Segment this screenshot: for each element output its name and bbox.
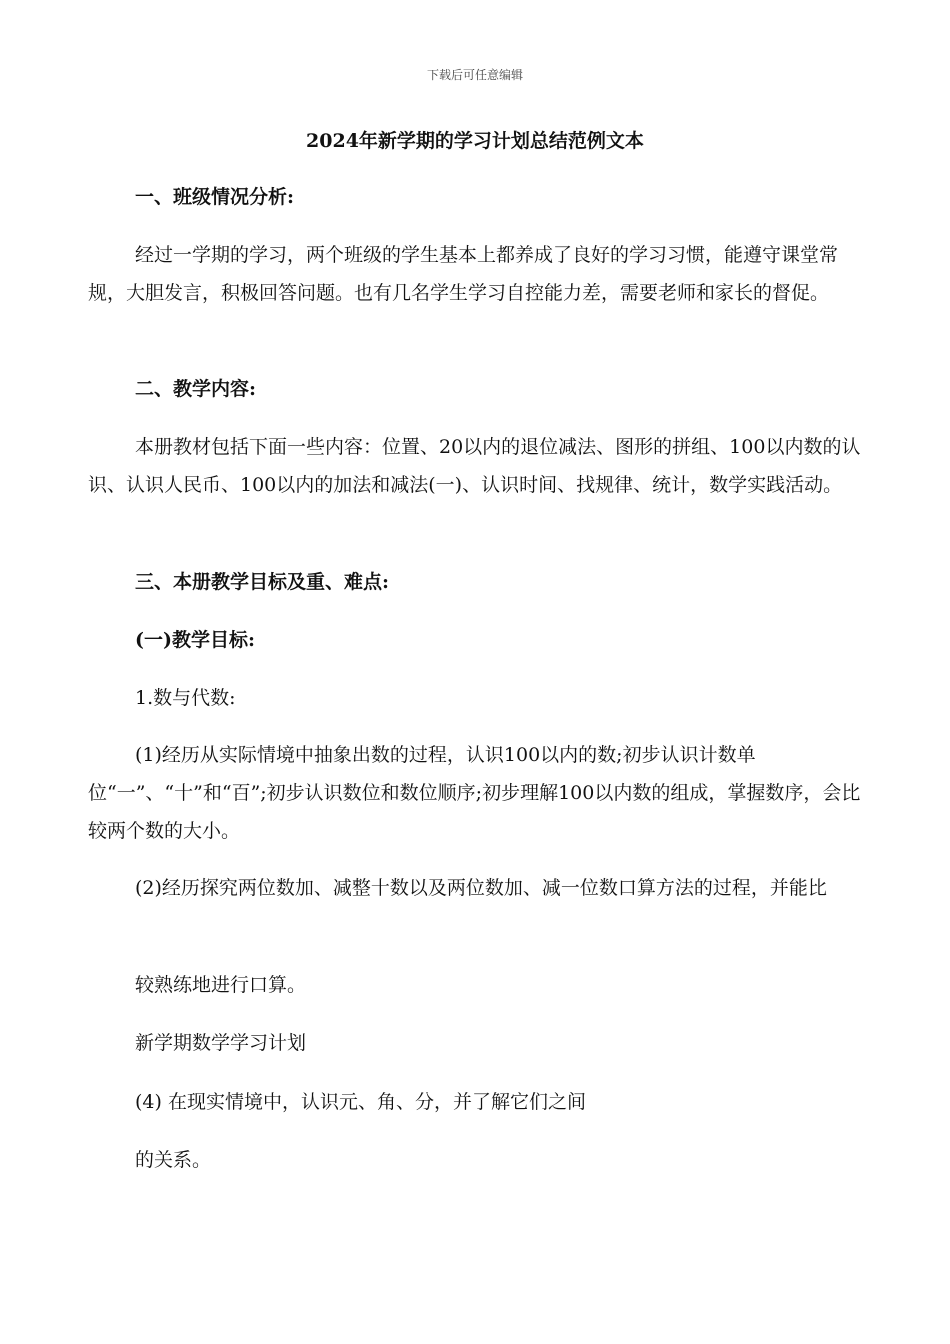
paragraph-class-analysis: 经过一学期的学习，两个班级的学生基本上都养成了良好的学习习惯，能遵守课堂常规，大胆发言，积极回答问题。也有几名学生学习自控能力差，需要老师和家长的督促。 xyxy=(88,244,839,304)
subheading-teaching-goals: (一)教学目标: xyxy=(135,629,255,651)
paragraph-goal-1: (1)经历从实际情境中抽象出数的过程，认识100以内的数;初步认识计数单位“一”、“十”和“百”;初步认识数位和数位顺序;初步理解100以内数的组成，掌握数序，会比较两个数的大小。 xyxy=(88,744,861,842)
paragraph-goal-2-continued: 较熟练地进行口算。 xyxy=(135,974,307,996)
inserted-note: 新学期数学学习计划 xyxy=(135,1032,307,1054)
section-heading-class-analysis: 一、班级情况分析: xyxy=(135,186,295,208)
item-number-and-algebra: 1.数与代数: xyxy=(135,687,236,709)
paragraph-goal-2: (2)经历探究两位数加、减整十数以及两位数加、减一位数口算方法的过程，并能比 xyxy=(135,877,827,899)
paragraph-goal-4: (4) 在现实情境中，认识元、角、分，并了解它们之间 xyxy=(135,1091,586,1113)
paragraph-teaching-content: 本册教材包括下面一些内容：位置、20以内的退位减法、图形的拼组、100以内数的认识、认识人民币、100以内的加法和减法(一)、认识时间、找规律、统计，数学实践活动。 xyxy=(88,436,861,496)
paragraph-goal-4-continued: 的关系。 xyxy=(135,1149,212,1171)
section-heading-teaching-goals: 三、本册教学目标及重、难点: xyxy=(135,571,390,593)
document-title: 2024年新学期的学习计划总结范例文本 xyxy=(306,130,644,152)
header-note: 下载后可任意编辑 xyxy=(426,68,523,82)
section-heading-teaching-content: 二、教学内容: xyxy=(135,378,257,400)
